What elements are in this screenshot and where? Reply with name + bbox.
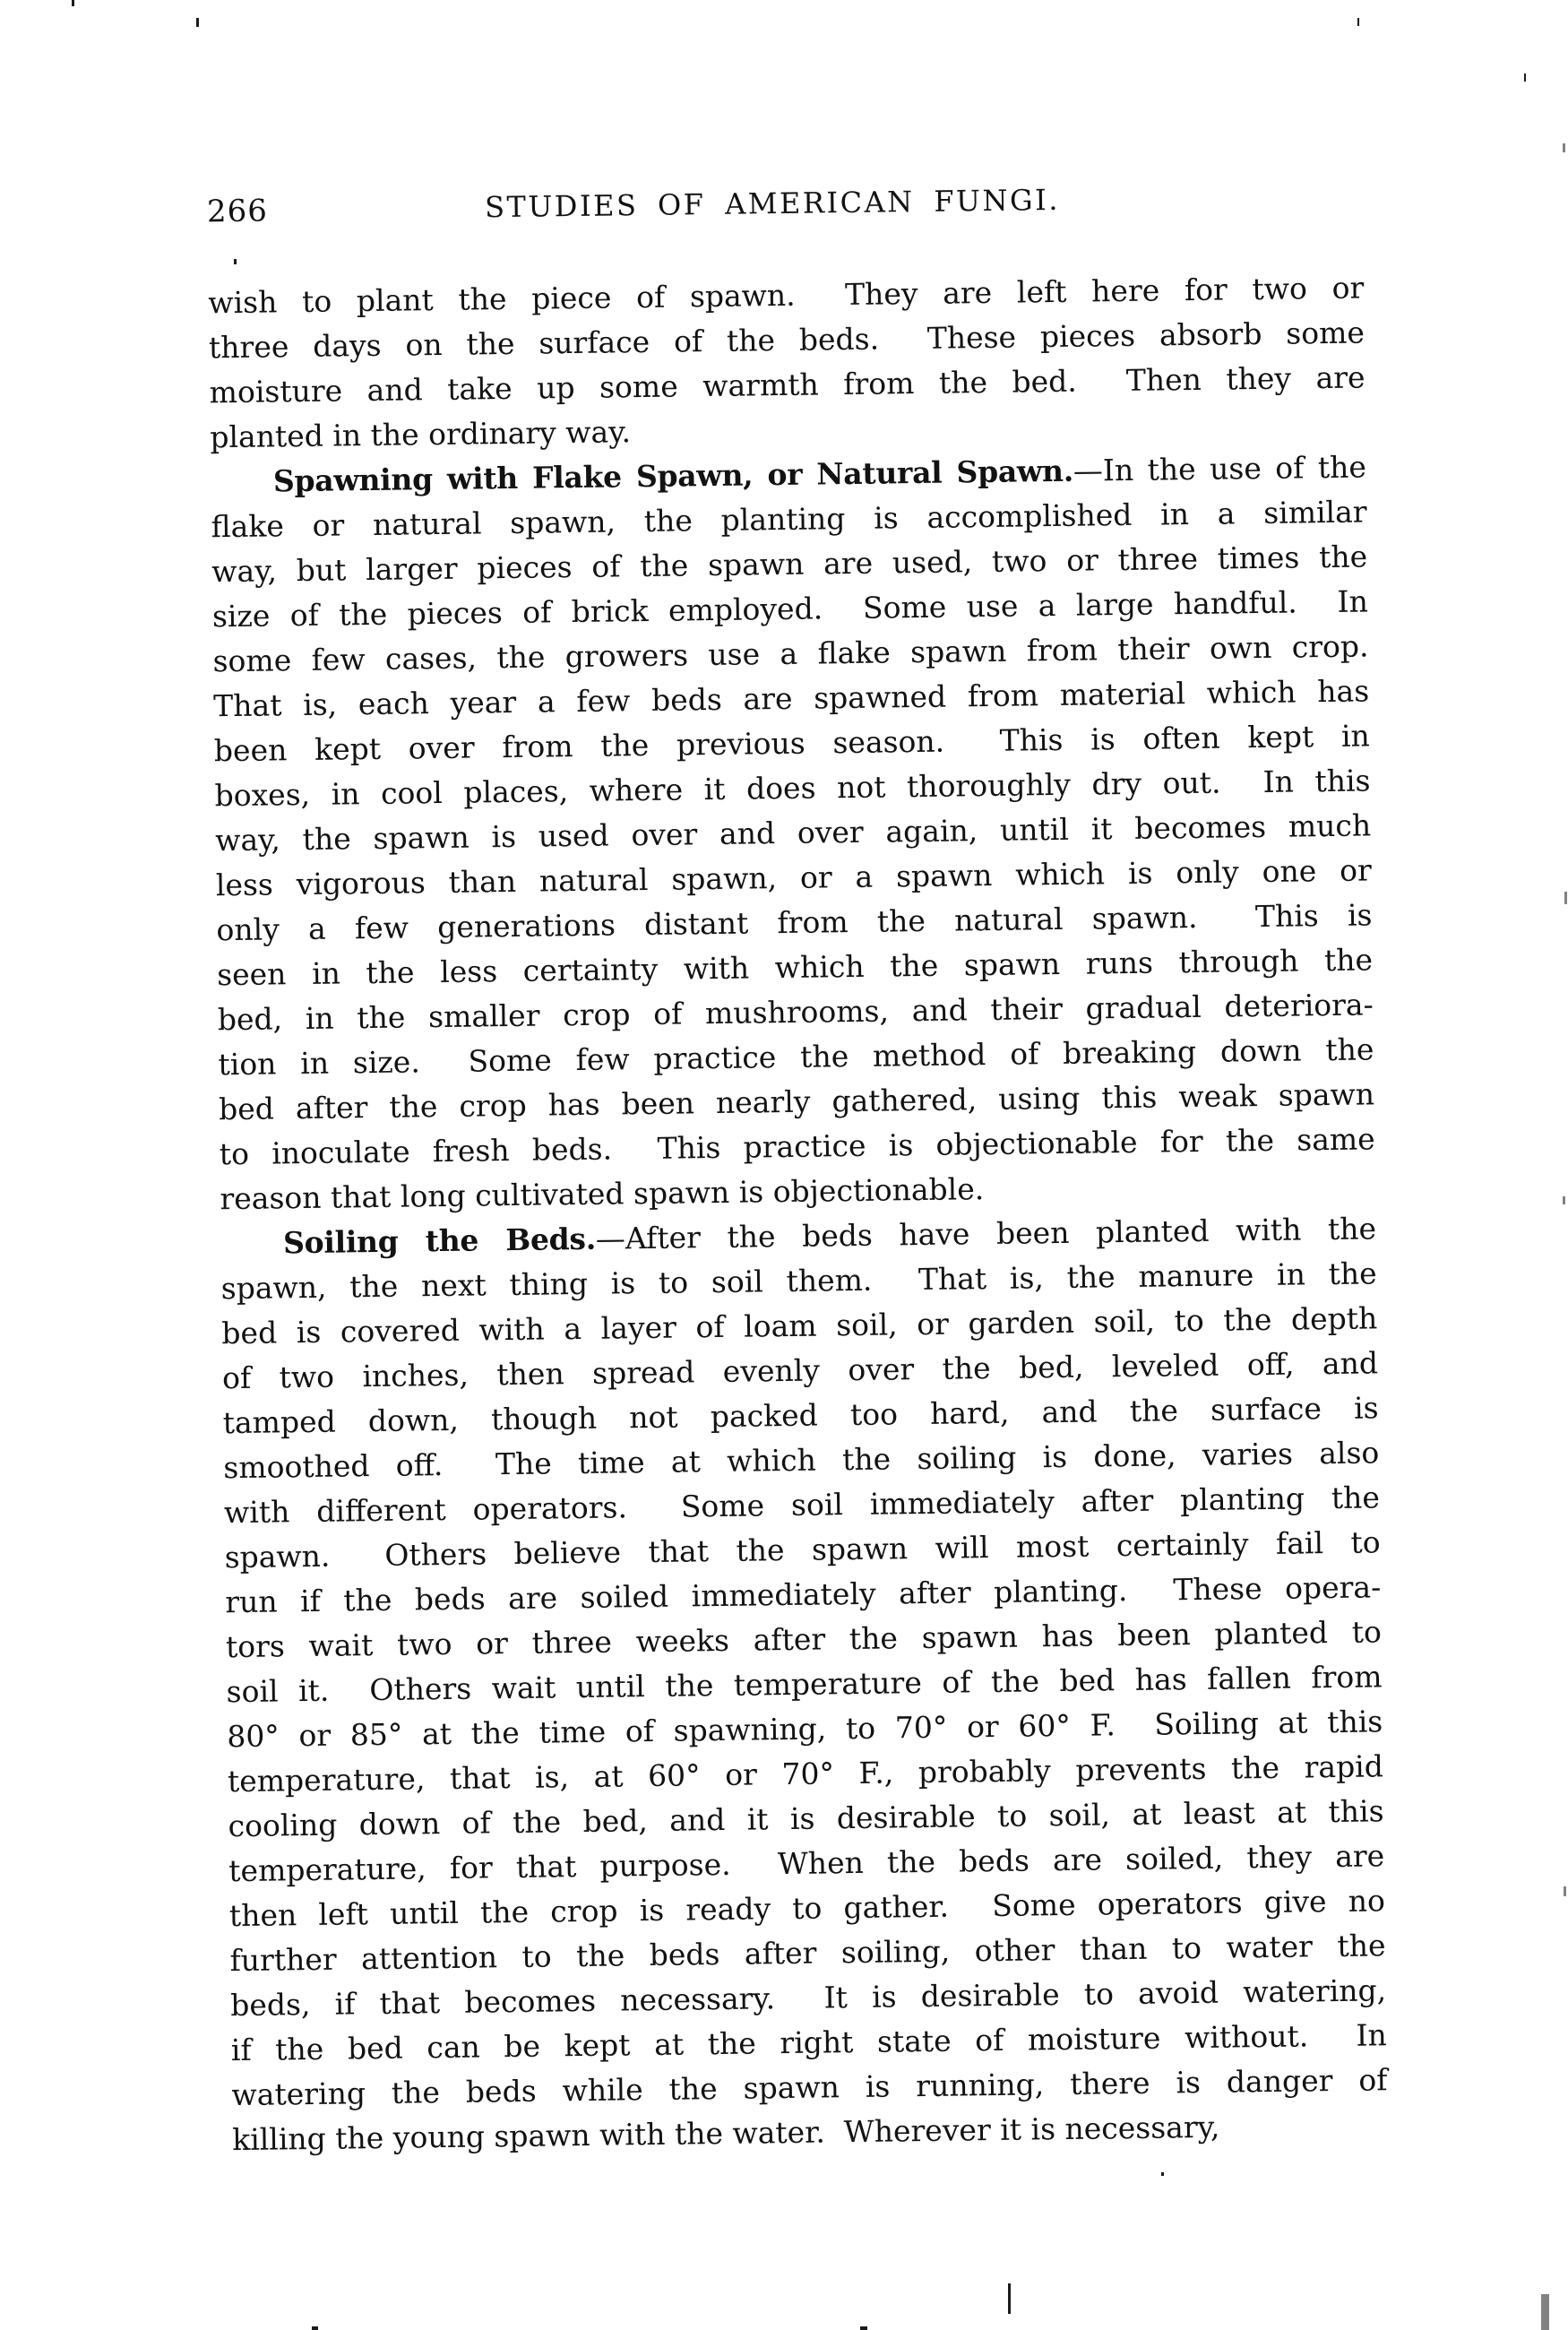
text-line: beds, if that becomes necessary. It is desirable to avoid watering, — [229, 1972, 1387, 2024]
text-line: spawn, the next thing is to soil them. That is, the manure in the — [220, 1256, 1377, 1307]
text-line: size of the pieces of brick employed. Some use a large handful. In — [211, 583, 1369, 634]
page-header — [207, 178, 1364, 237]
text-line: cooling down of the bed, and it is desirable to soil, at least at this — [228, 1793, 1384, 1844]
text-line: temperature, for that purpose. When the beds are soiled, they are — [228, 1838, 1385, 1889]
text-line: way, but larger pieces of the spawn are used, two or three times the — [211, 539, 1368, 590]
text-line: bed is covered with a layer of loam soil, or garden soil, to the depth — [221, 1300, 1378, 1351]
text-line: moisture and take up some warmth from the bed. Then they are — [209, 359, 1366, 410]
text-line: of two inches, then spread evenly over the bed, leveled off, and — [221, 1345, 1379, 1396]
text-line: 80° or 85° at the time of spawning, to 70° or 60° F. Soiling at this — [227, 1704, 1383, 1755]
text-line: soil it. Others wait until the temperature of the bed has fallen from — [226, 1659, 1383, 1710]
text-line: spawn. Others believe that the spawn will most certainly fail to — [224, 1524, 1381, 1575]
text-line: way, the spawn is used over and over again, until it becomes much — [214, 807, 1372, 859]
scan-artifact — [1008, 2283, 1011, 2314]
scan-artifact — [1563, 1196, 1565, 1204]
page-number: 266 — [206, 193, 269, 230]
text-line: planted in the ordinary way. — [210, 414, 632, 455]
scan-artifact — [860, 2326, 867, 2330]
text-line: reason that long cultivated spawn is objectionable. — [220, 1171, 985, 1217]
text-line: flake or natural spawn, the planting is accomplished in a similar — [211, 494, 1367, 545]
running-title: STUDIES OF AMERICAN FUNGI. — [484, 182, 1061, 225]
paragraph — [208, 265, 1366, 460]
text-line: three days on the surface of the beds. These pieces absorb some — [208, 315, 1366, 366]
text-line: then left until the crop is ready to gather. Some operators give no — [228, 1883, 1386, 1934]
text-line: run if the beds are soiled immediately after planting. These opera- — [225, 1569, 1382, 1620]
text-line: smoothed off. The time at which the soiling is done, varies also — [223, 1435, 1380, 1486]
bold-lead: Spawning with Flake Spawn, or Natural Spawn. — [272, 453, 1074, 499]
text-line: seen in the less certainty with which the spawn runs through the — [216, 942, 1374, 993]
text-line: tion in size. Some few practice the method of breaking down the — [218, 1031, 1374, 1083]
scan-artifact — [72, 0, 74, 6]
text-line: with different operators. Some soil immediately after planting the — [223, 1480, 1381, 1531]
text-line: boxes, in cool places, where it does not thoroughly dry out. In this — [214, 763, 1371, 814]
text-line: wish to plant the piece of spawn. They are left here for two or — [208, 270, 1365, 321]
scan-artifact — [234, 259, 237, 264]
scan-artifact — [1524, 73, 1526, 82]
scan-artifact — [312, 2326, 318, 2330]
text-line: if the bed can be kept at the right state of moisture without. In — [230, 2017, 1388, 2068]
text-line: some few cases, the growers use a flake spawn from their own crop. — [212, 628, 1369, 679]
text-line: less vigorous than natural spawn, or a spawn which is only one or — [215, 852, 1373, 903]
text-line: further attention to the beds after soiling, other than to water the — [229, 1928, 1386, 1979]
scan-artifact — [1564, 1886, 1566, 1896]
scan-artifact — [1357, 18, 1359, 26]
text-line: watering the beds while the spawn is running, there is danger of — [231, 2062, 1388, 2113]
text-line: temperature, that is, at 60° or 70° F., probably prevents the rapid — [227, 1748, 1384, 1799]
text-line: been kept over from the previous season. This is often kept in — [213, 718, 1371, 769]
bold-lead: Soiling the Beds. — [282, 1221, 597, 1261]
text-line: tors wait two or three weeks after the spawn has been planted to — [225, 1614, 1383, 1665]
text-line: only a few generations distant from the natural spawn. This is — [216, 897, 1373, 948]
scan-artifact — [1161, 2172, 1164, 2176]
scan-artifact — [1563, 143, 1565, 152]
text-line: killing the young spawn with the water. Wherever it is necessary, — [231, 2109, 1220, 2158]
text-line: Spawning with Flake Spawn, or Natural Spawn.—In the use of the — [272, 449, 1367, 499]
paragraph — [220, 1206, 1389, 2162]
scan-artifact — [1541, 2294, 1549, 2330]
scan-artifact — [196, 18, 199, 27]
text-line: That is, each year a few beds are spawned from material which has — [212, 673, 1370, 724]
text-line: to inoculate fresh beds. This practice is objectionable for the same — [219, 1121, 1375, 1172]
paragraph — [211, 444, 1376, 1221]
text-line: tamped down, though not packed too hard, and the surface is — [222, 1390, 1379, 1441]
body-text — [208, 265, 1388, 2162]
scan-artifact — [1564, 892, 1567, 904]
text-line: bed, in the smaller crop of mushrooms, and their gradual deteriora- — [217, 987, 1374, 1038]
text-line: bed after the crop has been nearly gathered, using this weak spawn — [218, 1076, 1375, 1127]
text-line: Soiling the Beds.—After the beds have been planted with the — [282, 1211, 1377, 1261]
